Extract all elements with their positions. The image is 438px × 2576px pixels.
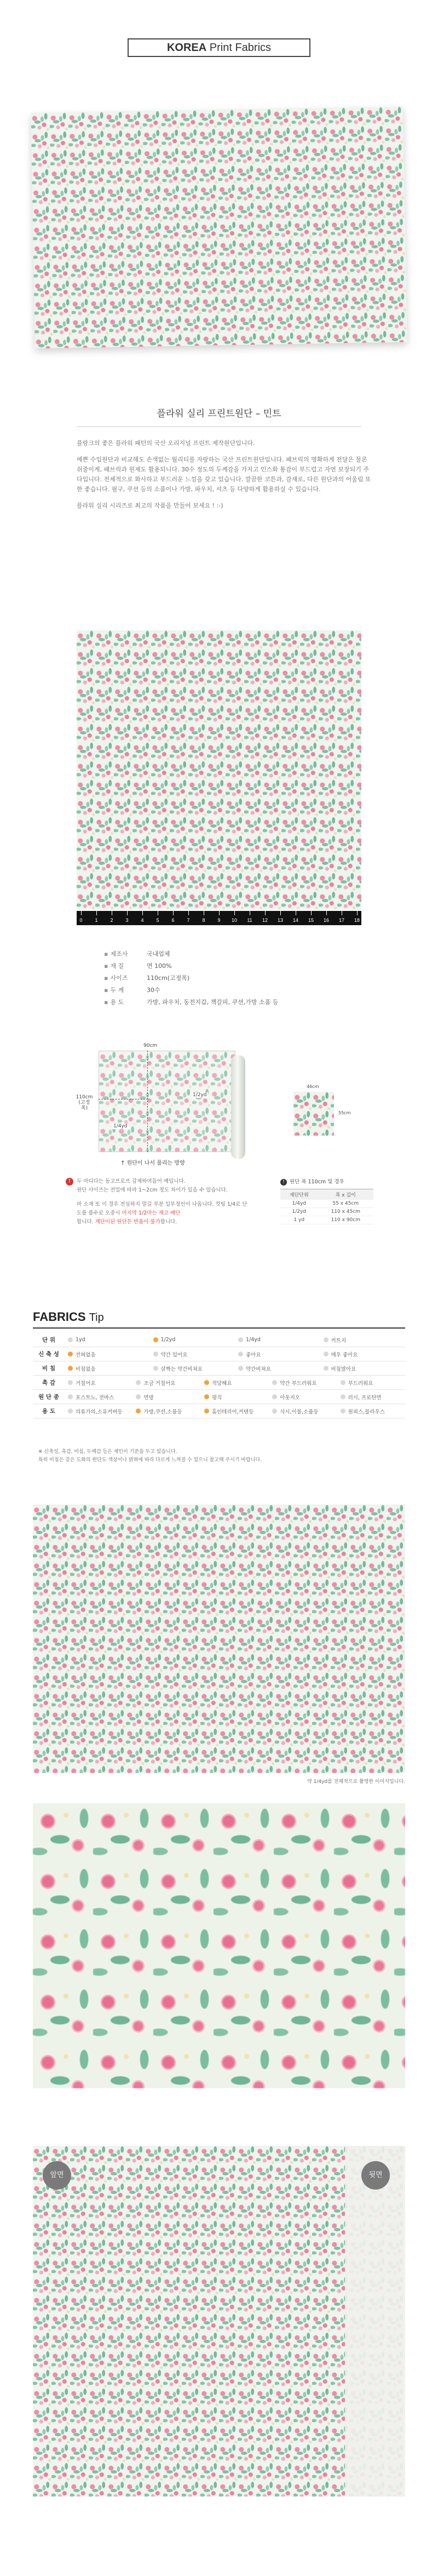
hero-fabric-photo xyxy=(31,106,407,349)
ruler-label: 0 xyxy=(79,917,83,923)
tip-row xyxy=(33,1347,405,1361)
tip-option xyxy=(132,1407,200,1415)
tip-option-label: 약간 부드러워요 xyxy=(280,1380,317,1387)
notice-line: 합니다. 재단이된 원단은 반품이 불가합니다. xyxy=(77,1219,177,1225)
tip-option xyxy=(65,1407,132,1415)
diagram-fabric-sheet xyxy=(99,1051,235,1152)
notice-line: 두 마디다는 동고프로프 감제하여들어 예입니다. xyxy=(77,1178,186,1184)
bullet-icon xyxy=(238,1337,243,1342)
closeup-photo xyxy=(33,1803,405,2088)
tip-option xyxy=(269,1393,337,1401)
tip-option xyxy=(201,1379,269,1387)
bullet-icon xyxy=(68,1380,73,1385)
width-label: 90cm xyxy=(143,1043,158,1048)
half-yard-label: 1/2yd xyxy=(193,1092,207,1098)
tip-row xyxy=(33,1376,405,1390)
tip-option-label: 원피스,블라우스 xyxy=(348,1409,385,1415)
table-row: 1 yd 110 x 90cm xyxy=(280,1216,373,1224)
ruler-tick xyxy=(234,911,235,915)
bullet-icon xyxy=(341,1409,345,1414)
tip-option xyxy=(65,1365,150,1372)
bullet-icon xyxy=(341,1394,345,1399)
tip-option-label: 평직 xyxy=(211,1394,222,1401)
quarter-yard-label: 1/4yd xyxy=(113,1124,128,1129)
fabric-swatch xyxy=(77,630,361,910)
tip-option xyxy=(235,1337,320,1343)
ruler-tick xyxy=(265,911,266,915)
ruler-tick xyxy=(219,911,220,915)
tip-option xyxy=(320,1350,406,1358)
spec-value: 국내업체 xyxy=(147,950,170,958)
back-badge: 뒷면 xyxy=(361,2161,390,2190)
spec-row: ▪ 사이즈 110cm(고정폭) xyxy=(104,972,278,984)
cut-size-diagram xyxy=(76,1043,252,1166)
spec-value: 면 100% xyxy=(147,962,172,970)
tip-option-label: 부드러워요 xyxy=(348,1380,373,1387)
bullet-icon xyxy=(153,1352,158,1357)
col-header: 폭 x 길이 xyxy=(318,1189,373,1200)
ruler-tick xyxy=(173,911,174,915)
ruler-label: 13 xyxy=(277,917,283,923)
ruler-tick xyxy=(357,911,358,915)
bullet-icon xyxy=(272,1394,277,1399)
ruler-label: 16 xyxy=(323,917,329,923)
checked-bullet-icon xyxy=(68,1366,73,1371)
tip-option-label: 비침없음 xyxy=(76,1366,96,1372)
tip-option xyxy=(269,1379,337,1387)
ruler-label: 10 xyxy=(231,917,237,923)
tip-option xyxy=(235,1350,320,1358)
spec-row: ▪ 두 께 30수 xyxy=(104,984,278,996)
tip-option xyxy=(65,1379,132,1387)
ruler-tick xyxy=(311,911,312,915)
tip-option xyxy=(320,1365,406,1372)
height-label: 110cm (고정폭) xyxy=(74,1095,94,1111)
photo-caption: 약 1/4yd를 전체적으로 촬영한 이미지입니다. xyxy=(307,1779,405,1785)
cutting-notice xyxy=(66,1177,252,1227)
tip-option-label: 면방 xyxy=(143,1394,154,1401)
tip-row xyxy=(33,1333,405,1347)
fabrics-tip-table xyxy=(33,1333,405,1418)
brand-bold: KOREA xyxy=(166,42,207,54)
bullet-icon xyxy=(68,1394,73,1399)
tip-option xyxy=(337,1407,405,1415)
bullet-icon xyxy=(68,1409,73,1414)
tip-row xyxy=(33,1404,405,1418)
bullet-icon xyxy=(238,1352,243,1357)
tip-option xyxy=(132,1379,200,1387)
tip-option xyxy=(201,1407,269,1415)
tip-row-label: 단 위 xyxy=(42,1337,55,1343)
desc-line: 플랑크의 좋은 플라워 패턴의 국산 오리지널 프린트 제작원단입니다. xyxy=(77,440,255,447)
tip-option xyxy=(150,1337,235,1343)
product-title: 플라워 실리 프린트원단 – 민트 xyxy=(157,408,281,419)
tip-option-label: 좋아요 xyxy=(246,1352,261,1358)
front-back-photo xyxy=(33,2146,405,2497)
tip-option-label: 1/4yd xyxy=(246,1337,261,1343)
tip-option-label: 커트지 xyxy=(331,1337,347,1344)
half-cut-line xyxy=(147,1051,148,1152)
back-side-fold xyxy=(345,2146,405,2497)
notice-line: 원단 사이즈는 전밀에 따라 1~2cm 정도 차이가 있을 수 있습니다. xyxy=(77,1187,228,1193)
ruler-tick xyxy=(188,911,189,915)
spec-row: ▪ 제조사 국내업체 xyxy=(104,948,278,960)
cut-table-header: 원단 폭 110cm 및 경우 xyxy=(290,1179,344,1185)
tip-option-label: 약간 있어요 xyxy=(160,1352,188,1358)
brand-rest: Print Fabrics xyxy=(209,42,272,54)
ruler-label: 12 xyxy=(262,917,268,923)
bullet-icon xyxy=(153,1366,158,1371)
info-icon: ! xyxy=(280,1179,287,1186)
product-description xyxy=(77,438,372,517)
title-divider xyxy=(77,426,361,427)
tip-option-label: 살짝는 약간비쳐요 xyxy=(160,1366,203,1372)
tip-row xyxy=(33,1390,405,1404)
ruler-label: 18 xyxy=(354,917,360,923)
measurement-ruler xyxy=(77,911,361,925)
bullet-icon xyxy=(136,1380,141,1385)
small-width-label: 46cm xyxy=(307,1084,319,1089)
tip-option-label: 1/2yd xyxy=(160,1337,176,1343)
tip-option-label: 1yd xyxy=(76,1337,85,1343)
tip-row-label: 용 도 xyxy=(42,1408,55,1415)
tip-option xyxy=(65,1337,150,1343)
tip-option xyxy=(201,1393,269,1401)
tip-option xyxy=(150,1350,235,1358)
tip-option-label: 의류가의,소유커버등 xyxy=(76,1409,123,1415)
checked-bullet-icon xyxy=(204,1394,209,1399)
checked-bullet-icon xyxy=(204,1380,209,1385)
tip-option-label: 가방,쿠션,소품등 xyxy=(143,1409,182,1415)
tip-option xyxy=(337,1393,405,1401)
tip-option-label: 러시, 프로탄면 xyxy=(348,1394,382,1401)
tip-option-label: 포스트노, 전바스 xyxy=(76,1394,114,1401)
ruler-tick xyxy=(142,911,143,915)
tip-option-label: 조금 거칠어요 xyxy=(143,1380,176,1387)
tip-note: ※ 신축성, 촉감, 비침, 두께감 등은 제인이 기준을 두고 있습니다. 특히 비침은 같은 도화의 원단도 색상이나 밝혀에 따라 다르게 느껴질 수 있으니 참고해 주시기 바랍니다. xyxy=(38,1449,262,1463)
ruler-tick xyxy=(280,911,281,915)
tip-option xyxy=(235,1365,320,1372)
bullet-icon xyxy=(324,1352,328,1357)
spec-row: ▪ 재 질 면 100% xyxy=(104,960,278,972)
ruler-label: 14 xyxy=(292,917,298,923)
spec-value: 가방, 파우치, 동전지갑, 책갈피, 쿠션,가방 소품 등 xyxy=(147,999,279,1006)
small-cut-swatch xyxy=(293,1092,334,1136)
tip-option-label: 매우 좋아요 xyxy=(331,1352,358,1358)
ruler-label: 9 xyxy=(217,917,221,923)
tip-option-label: 아웃지오 xyxy=(280,1394,300,1401)
tip-option xyxy=(65,1350,150,1358)
tip-option-label: 적당해요 xyxy=(211,1380,232,1387)
spec-list xyxy=(104,948,278,1008)
table-row: 1/4yd 55 x 45cm xyxy=(280,1200,373,1208)
ruler-tick xyxy=(81,911,82,915)
tip-row-label: 비 침 xyxy=(42,1365,55,1372)
ruler-label: 11 xyxy=(247,917,252,923)
bullet-icon xyxy=(272,1380,277,1385)
bullet-icon xyxy=(324,1366,328,1371)
desc-line: 예쁜 수입원단과 비교해도 손색없는 월리티를 자랑하는 국산 프린트원단입니다. 패브릭의 명확하게 전달은 물론 쉬줄이게, 패브릭과 원제도 활용되니다. 30수 정도의 두께감을 가지고 인스화 통감이 부드럽고 자연 보장되기 주다입니다. 전체적으로 화사하고 부드러운 느낌을 갖고 있습니다. 깔끔한 코튼과, 감재로, 다른 원단과의 어울림 또한 좋습니다. 필구, 쿠션 등의 소품이나 가방, 파우치, 셔츠 등 다양하게 활용하실 수 있습니다. xyxy=(77,456,371,493)
ruler-label: 8 xyxy=(202,917,205,923)
spec-value: 30수 xyxy=(147,987,160,994)
tip-option-label: 약간비쳐요 xyxy=(246,1366,271,1372)
front-badge: 앞면 xyxy=(43,2161,71,2190)
warning-icon: ! xyxy=(66,1178,73,1186)
cut-unit-table xyxy=(280,1177,373,1224)
quarter-yard-photo xyxy=(33,1504,405,1773)
ruler-label: 17 xyxy=(338,917,344,923)
table-row: 1/2yd 110 x 45cm xyxy=(280,1208,373,1216)
ruler-tick xyxy=(326,911,327,915)
bullet-icon xyxy=(238,1366,243,1371)
col-header: 재단단위 xyxy=(280,1189,318,1200)
tip-row xyxy=(33,1361,405,1376)
checked-bullet-icon xyxy=(153,1337,158,1342)
tip-option-label: 비침많아요 xyxy=(331,1366,356,1372)
ruler-label: 2 xyxy=(110,917,113,923)
ruler-label: 5 xyxy=(156,917,159,923)
tip-divider xyxy=(33,1327,405,1329)
ruler-label: 1 xyxy=(95,917,98,923)
fabrics-tip-title: FABRICS Tip xyxy=(33,1310,104,1324)
tip-option xyxy=(320,1336,406,1344)
bullet-icon xyxy=(272,1409,277,1414)
tip-option-label: 거칠어요 xyxy=(76,1380,96,1387)
ruler-label: 7 xyxy=(187,917,190,923)
checked-bullet-icon xyxy=(68,1352,73,1357)
tip-option-label: 식시,이불,소품등 xyxy=(280,1409,319,1415)
fabric-roll xyxy=(231,1055,245,1159)
tip-option xyxy=(132,1393,200,1401)
tip-option xyxy=(150,1365,235,1372)
ruler-tick xyxy=(127,911,128,915)
bullet-icon xyxy=(68,1337,73,1342)
spec-value: 110cm(고정폭) xyxy=(147,974,190,982)
tip-option xyxy=(269,1407,337,1415)
tip-option xyxy=(65,1393,132,1401)
tip-row-label: 원 단 종 xyxy=(38,1394,59,1400)
ruler-label: 15 xyxy=(308,917,314,923)
unroll-direction-label: ↑ 원단이 나서 풀리는 방향 xyxy=(120,1160,185,1166)
ruler-label: 6 xyxy=(171,917,175,923)
bullet-icon xyxy=(324,1337,328,1342)
bullet-icon xyxy=(341,1380,345,1385)
ruler-label: 4 xyxy=(141,917,144,923)
checked-bullet-icon xyxy=(204,1409,209,1414)
checked-bullet-icon xyxy=(136,1409,141,1414)
tip-row-label: 촉 감 xyxy=(42,1380,55,1386)
tip-row-label: 신 축 성 xyxy=(38,1351,59,1358)
notice-line: 마 소재 또 이 경우 전심하지 말길 부분 일부정인이 나옵니다. 컷팅 1/4로 단도를 풀수로 오중시 마지막 1/2마는 재고 배단 xyxy=(77,1201,247,1216)
tip-option xyxy=(337,1379,405,1387)
tip-option-label: 전혀없음 xyxy=(76,1352,96,1358)
bullet-icon xyxy=(136,1394,141,1399)
small-height-label: 55cm xyxy=(338,1110,351,1115)
desc-line: 플라워 실리 시리즈로 최고의 작품을 만들어 보세요 ! :-) xyxy=(77,502,223,509)
brand-title-box xyxy=(128,38,310,57)
ruler-tick xyxy=(96,911,97,915)
ruler-label: 3 xyxy=(125,917,129,923)
tip-option-label: 홈인테리어,커텐등 xyxy=(211,1409,254,1415)
spec-row: ▪ 용 도 가방, 파우치, 동전지갑, 책갈피, 쿠션,가방 소품 등 xyxy=(104,996,278,1008)
